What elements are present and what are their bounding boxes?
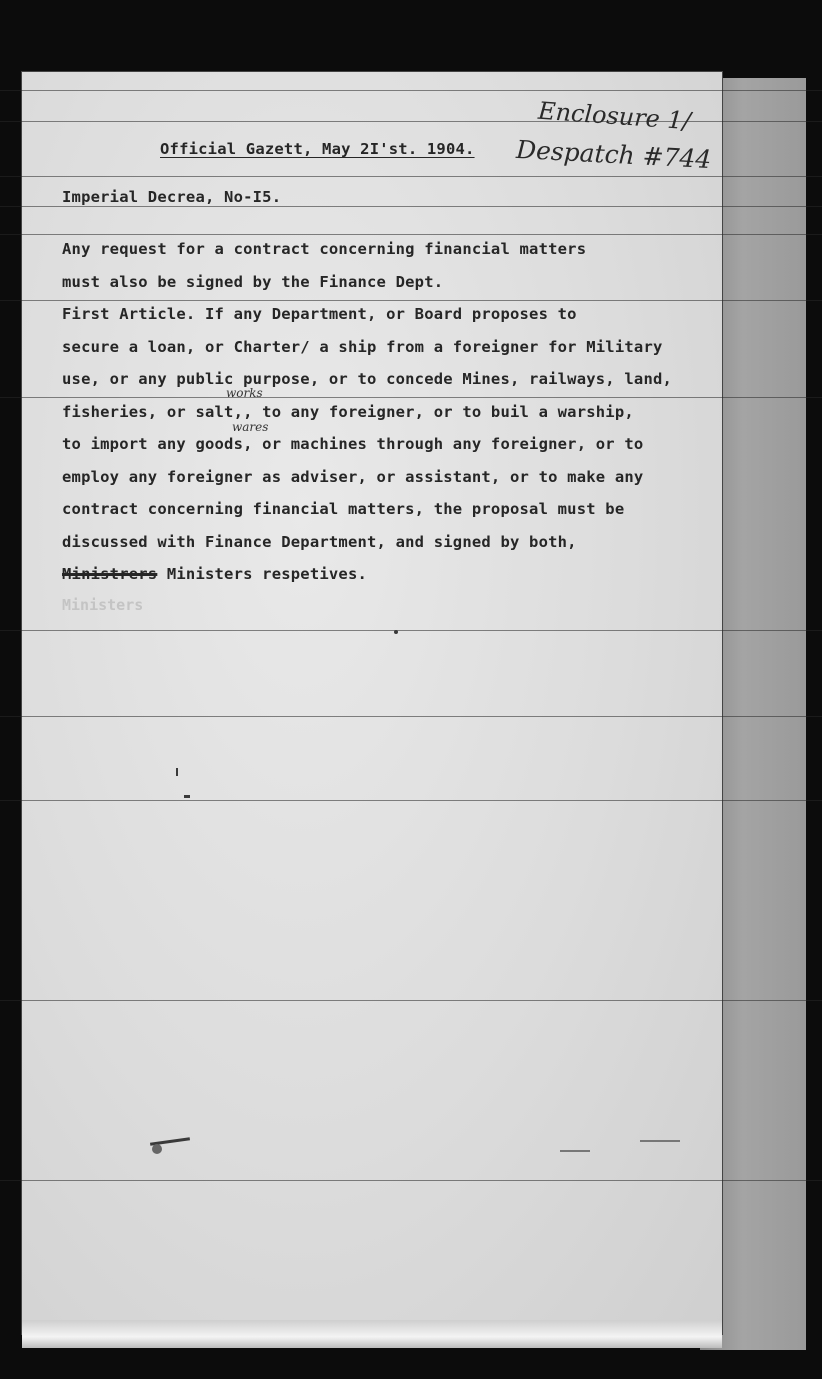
page-bottom-edge	[22, 1320, 722, 1348]
film-scratch	[0, 630, 822, 631]
film-scratch	[0, 300, 822, 301]
body-line: use, or any public purpose, or to concede Mines, railways, land,	[62, 370, 673, 388]
bleed-through-text: Ministers	[62, 596, 144, 614]
body-line: discussed with Finance Department, and signed by both,	[62, 533, 577, 551]
body-line: secure a loan, or Charter/ a ship from a foreigner for Military	[62, 338, 663, 356]
body-line: First Article. If any Department, or Board proposes to	[62, 305, 577, 323]
stray-line	[640, 1140, 680, 1142]
ink-speck	[176, 768, 178, 776]
document-title: Official Gazett, May 2I'st. 1904.	[160, 140, 475, 158]
ink-speck	[184, 795, 190, 798]
handwritten-enclosure-note: Enclosure 1/	[537, 96, 692, 136]
film-scratch	[0, 90, 822, 91]
film-scratch	[0, 121, 822, 122]
film-scratch	[0, 206, 822, 207]
body-line: must also be signed by the Finance Dept.	[62, 273, 444, 291]
body-line: Any request for a contract concerning financial matters	[62, 240, 587, 258]
closing-text: Ministers respetives.	[157, 565, 368, 583]
handwritten-insert-works: works	[226, 386, 263, 400]
body-line: employ any foreigner as adviser, or assistant, or to make any	[62, 468, 644, 486]
film-scratch	[0, 176, 822, 177]
body-line: to import any goods, or machines through any foreigner, or to	[62, 435, 644, 453]
film-scratch	[0, 1180, 822, 1181]
body-line: fisheries, or salt,, to any foreigner, or to buil a warship,	[62, 403, 634, 421]
film-scratch	[0, 716, 822, 717]
ink-blot	[152, 1144, 162, 1154]
handwritten-despatch-note: Despatch #744	[515, 134, 712, 175]
decree-heading: Imperial Decrea, No-I5.	[62, 188, 282, 206]
stray-line	[560, 1150, 590, 1152]
closing-line	[62, 565, 367, 583]
struck-word: Ministrers	[62, 565, 158, 583]
body-line: contract concerning financial matters, the proposal must be	[62, 500, 625, 518]
handwritten-insert-wares: wares	[232, 420, 269, 434]
film-scratch	[0, 800, 822, 801]
ink-speck	[394, 630, 398, 634]
film-scratch	[0, 1000, 822, 1001]
film-scratch	[0, 397, 822, 398]
film-scratch	[0, 234, 822, 235]
document-page	[22, 72, 722, 1334]
